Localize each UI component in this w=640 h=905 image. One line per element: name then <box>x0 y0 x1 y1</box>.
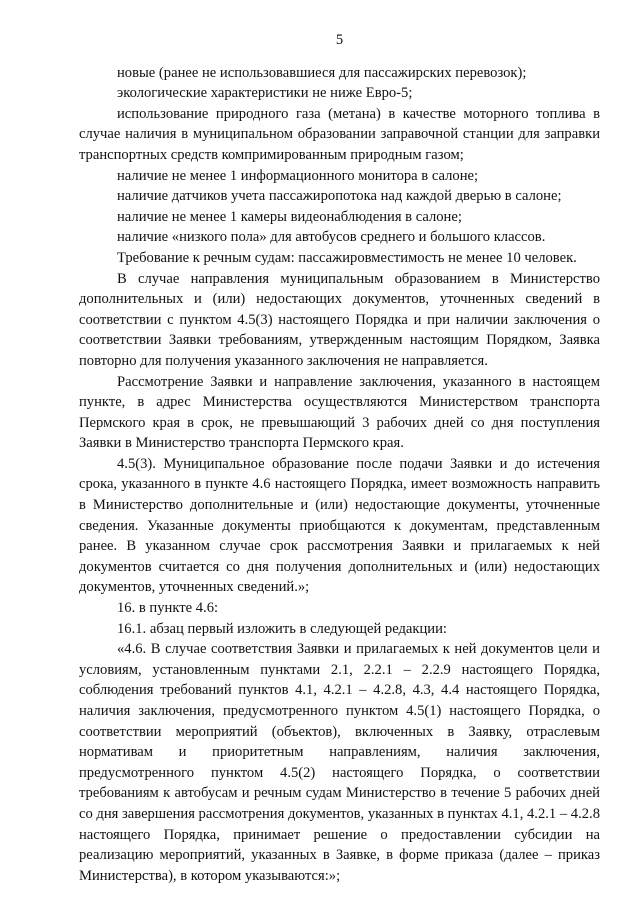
paragraph: Требование к речным судам: пассажировместимость не менее 10 человек. <box>117 249 577 266</box>
paragraph: Рассмотрение Заявки и направление заключения, указанного в настоящем пункте, в адрес Министерства осуществляются Министерством транспорта Пермского края в срок, не превышающий 3 рабочих дней со дня поступления Заявки в Министерство транспорта Пермского края. <box>79 373 600 452</box>
paragraph: использование природного газа (метана) в качестве моторного топлива в случае наличия в муниципальном образовании заправочной станции для заправки транспортных средств компримированным природным газом; <box>79 105 600 163</box>
paragraph: 16.1. абзац первый изложить в следующей редакции: <box>117 620 447 637</box>
paragraph: новые (ранее не использовавшиеся для пассажирских перевозок); <box>117 64 527 81</box>
paragraph: «4.6. В случае соответствия Заявки и прилагаемых к ней документов цели и условиям, установленным пунктами 2.1, 2.2.1 – 2.2.9 настоящего Порядка, соблюдения требований пунктов 4.1, 4.2.1 – 4.2.8, 4.3, 4.4 настоящего Порядка, наличия заключения, предусмотренного пунктом 4.5(1) настоящего Порядка, о соответствии мероприятий (объектов), включенных в Заявку, отраслевым нормативам и приоритетным направлениям, наличия заключения, предусмотренного пунктом 4.5(2) настоящего Порядка, о соответствии требованиям к автобусам и речным судам Министерство в течение 5 рабочих дней со дня завершения рассмотрения документов, указанных в пунктах 4.1, 4.2.1 – 4.2.8 настоящего Порядка, принимает решение о предоставлении субсидии на реализацию мероприятий, указанных в Заявке, в форме приказа (далее – приказ Министерства), в котором указываются:»; <box>79 641 600 884</box>
paragraph: наличие «низкого пола» для автобусов среднего и большого классов. <box>117 229 546 246</box>
page-number: 5 <box>335 32 344 48</box>
paragraph: наличие датчиков учета пассажиропотока над каждой дверью в салоне; <box>117 188 562 205</box>
paragraph: экологические характеристики не ниже Евро-5; <box>117 85 413 102</box>
paragraph: 4.5(3). Муниципальное образование после подачи Заявки и до истечения срока, указанного в пункте 4.6 настоящего Порядка, имеет возможность направить в Министерство дополнительные и (или) недостающие документы, уточненные сведения. Указанные документы приобщаются к документам, представленным ранее. В указанном случае срок рассмотрения Заявки и прилагаемых к ней документов считается со дня получения дополнительных и (или) недостающих документов, уточненных сведений.»; <box>79 455 600 596</box>
document-body <box>79 63 600 887</box>
paragraph: наличие не менее 1 камеры видеонаблюдения в салоне; <box>117 208 462 225</box>
paragraph: В случае направления муниципальным образованием в Министерство дополнительных и (или) недостающих документов, уточненных сведений в соответствии с пунктом 4.5(3) настоящего Порядка и при наличии заключения о соответствии Заявки требованиям, утвержденным настоящим Порядком, Заявка повторно для получения указанного заключения не направляется. <box>79 270 600 369</box>
paragraph: наличие не менее 1 информационного монитора в салоне; <box>117 167 479 184</box>
paragraph: 16. в пункте 4.6: <box>117 600 219 617</box>
